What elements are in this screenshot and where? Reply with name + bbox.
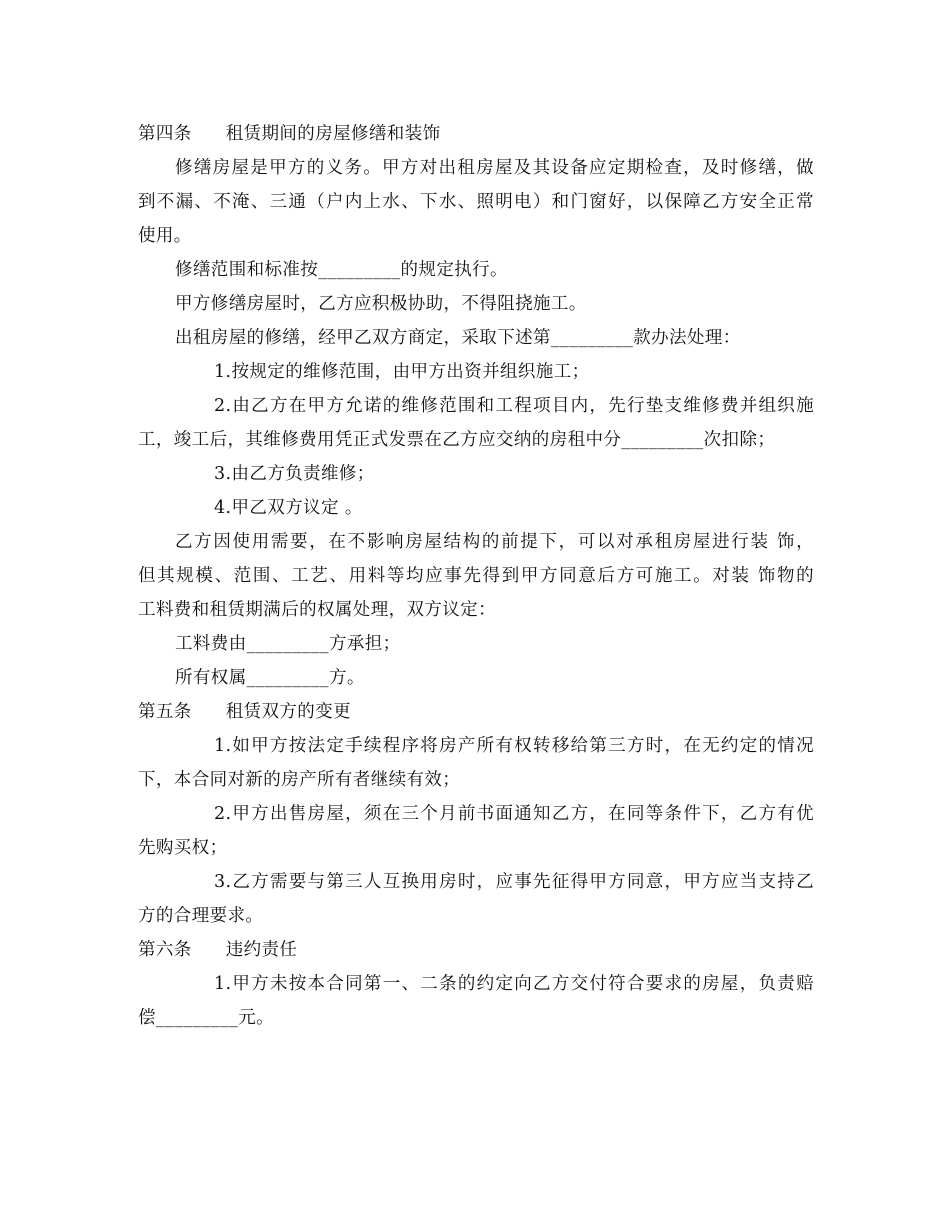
article-5-title: 租赁双方的变更 bbox=[225, 702, 352, 722]
document-body bbox=[138, 117, 814, 1035]
paragraph-line: 甲方修缮房屋时，乙方应积极协助，不得阻挠施工。 bbox=[175, 294, 587, 314]
list-item-continuation: 工，竣工后，其维修费用凭正式发票在乙方应交纳的房租中分_________次扣除； bbox=[138, 430, 776, 450]
article-5-number: 第五条 bbox=[138, 702, 192, 722]
paragraph-line: 修缮房屋是甲方的义务。甲方对出租房屋及其设备应定期检查，及时修缮，做 bbox=[175, 158, 814, 178]
list-item: 2.甲方出售房屋，须在三个月前书面通知乙方，在同等条件下，乙方有优 bbox=[214, 804, 814, 824]
list-item: 3.由乙方负责维修； bbox=[214, 464, 375, 484]
article-5-heading bbox=[138, 695, 814, 729]
article-6-title: 违约责任 bbox=[225, 940, 298, 960]
article-4-number: 第四条 bbox=[138, 124, 192, 144]
list-item-continuation: 方的合理要求。 bbox=[138, 906, 264, 926]
list-item: 4.甲乙双方议定 。 bbox=[214, 498, 363, 518]
list-item: 1.甲方未按本合同第一、二条的约定向乙方交付符合要求的房屋，负责赔 bbox=[214, 974, 814, 994]
list-item-continuation: 下，本合同对新的房产所有者继续有效； bbox=[138, 770, 461, 790]
paragraph-line: 到不漏、不淹、三通（户内上水、下水、照明电）和门窗好，以保障乙方安全正常 bbox=[138, 192, 814, 212]
list-item-continuation: 偿_________元。 bbox=[138, 1008, 275, 1028]
paragraph-line: 所有权属_________方。 bbox=[175, 668, 365, 688]
paragraph-line: 乙方因使用需要，在不影响房屋结构的前提下，可以对承租房屋进行装 饰， bbox=[175, 532, 814, 552]
list-item: 1.按规定的维修范围，由甲方出资并组织施工； bbox=[214, 362, 590, 382]
paragraph-line: 工料费和租赁期满后的权属处理，双方议定： bbox=[138, 600, 496, 620]
article-4-heading bbox=[138, 117, 814, 151]
list-item-continuation: 先购买权； bbox=[138, 838, 228, 858]
paragraph-line: 但其规模、范围、工艺、用料等均应事先得到甲方同意后方可施工。对装 饰物的 bbox=[138, 566, 814, 586]
list-item: 3.乙方需要与第三人互换用房时，应事先征得甲方同意，甲方应当支持乙 bbox=[214, 872, 814, 892]
article-4-title: 租赁期间的房屋修缮和装饰 bbox=[225, 124, 441, 144]
paragraph-line: 工料费由_________方承担； bbox=[175, 634, 401, 654]
paragraph-line: 修缮范围和标准按_________的规定执行。 bbox=[175, 260, 508, 280]
paragraph-line: 使用。 bbox=[138, 226, 192, 246]
paragraph-line: 出租房屋的修缮，经甲乙双方商定，采取下述第_________款办法处理： bbox=[175, 328, 741, 348]
list-item: 2.由乙方在甲方允诺的维修范围和工程项目内，先行垫支维修费并组织施 bbox=[214, 396, 814, 416]
article-6-heading bbox=[138, 933, 814, 967]
article-6-number: 第六条 bbox=[138, 940, 192, 960]
list-item: 1.如甲方按法定手续程序将房产所有权转移给第三方时，在无约定的情况 bbox=[214, 736, 814, 756]
